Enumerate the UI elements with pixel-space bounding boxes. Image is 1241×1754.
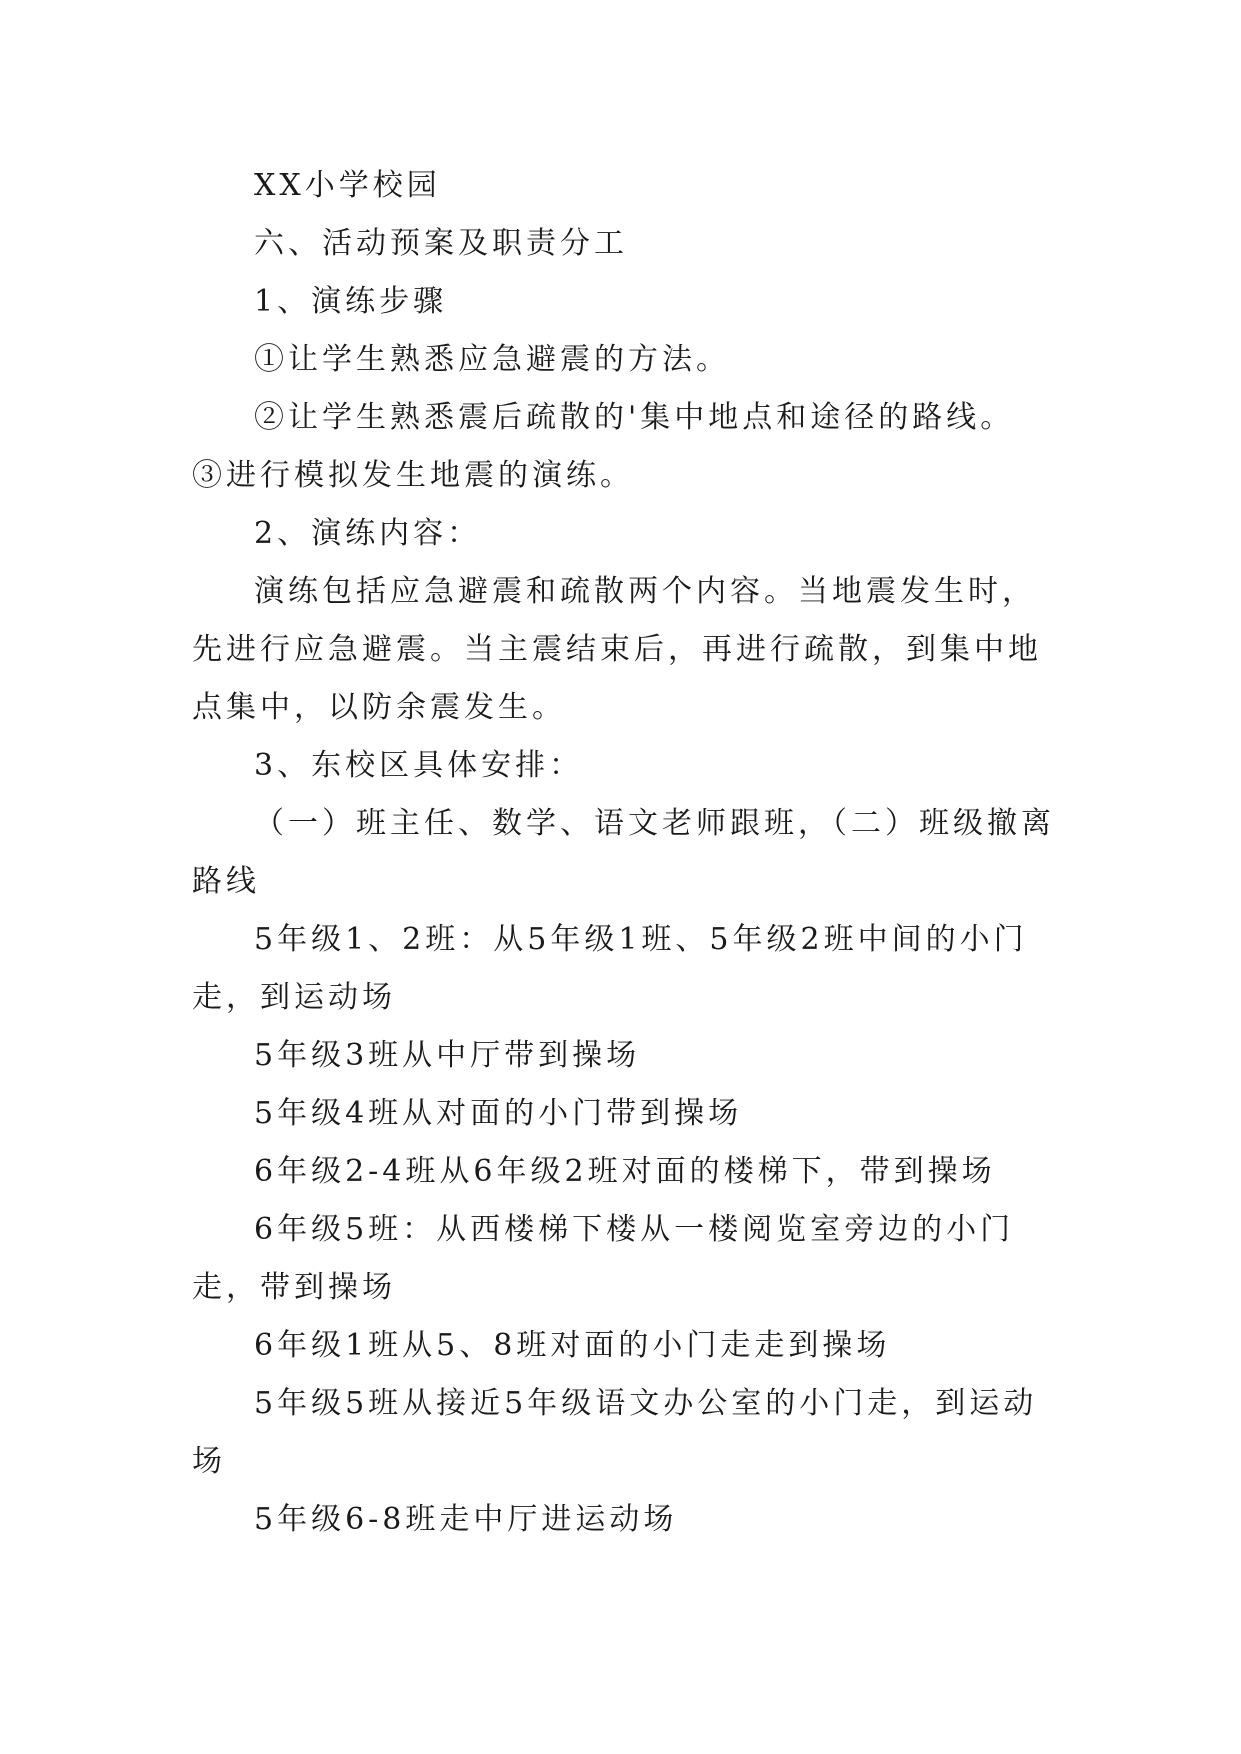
route-item: 6年级5班：从西楼梯下楼从一楼阅览室旁边的小门走，带到操场: [192, 1212, 1015, 1305]
subheading-east-campus: 3、东校区具体安排：: [254, 748, 584, 783]
route-item: 5年级4班从对面的小门带到操场: [254, 1096, 743, 1131]
drill-step-1: ①让学生熟悉应急避震的方法。: [254, 342, 730, 377]
school-campus-line: XX小学校园: [254, 168, 441, 203]
route-item: 6年级2-4班从6年级2班对面的楼梯下，带到操场: [254, 1154, 996, 1189]
route-item: 5年级3班从中厅带到操场: [254, 1038, 641, 1073]
arrangement-paragraph: （一）班主任、数学、语文老师跟班，（二）班级撤离路线: [192, 806, 1055, 899]
section-heading: 六、活动预案及职责分工: [254, 226, 628, 261]
subheading-drill-steps: 1、演练步骤: [254, 284, 448, 319]
route-item: 6年级1班从5、8班对面的小门走走到操场: [254, 1328, 891, 1363]
drill-content-paragraph: 演练包括应急避震和疏散两个内容。当地震发生时，先进行应急避震。当主震结束后，再进行疏散，到集中地点集中，以防余震发生。: [192, 574, 1042, 725]
subheading-drill-content: 2、演练内容：: [254, 516, 482, 551]
route-item: 5年级5班从接近5年级语文办公室的小门走，到运动场: [192, 1386, 1038, 1479]
route-item: 5年级1、2班：从5年级1班、5年级2班中间的小门走，到运动场: [192, 922, 1028, 1015]
drill-step-2-3: ②让学生熟悉震后疏散的'集中地点和途径的路线。 ③进行模拟发生地震的演练。: [192, 400, 1015, 493]
route-item: 5年级6-8班走中厅进运动场: [254, 1502, 678, 1537]
document-body: [192, 157, 1060, 1549]
